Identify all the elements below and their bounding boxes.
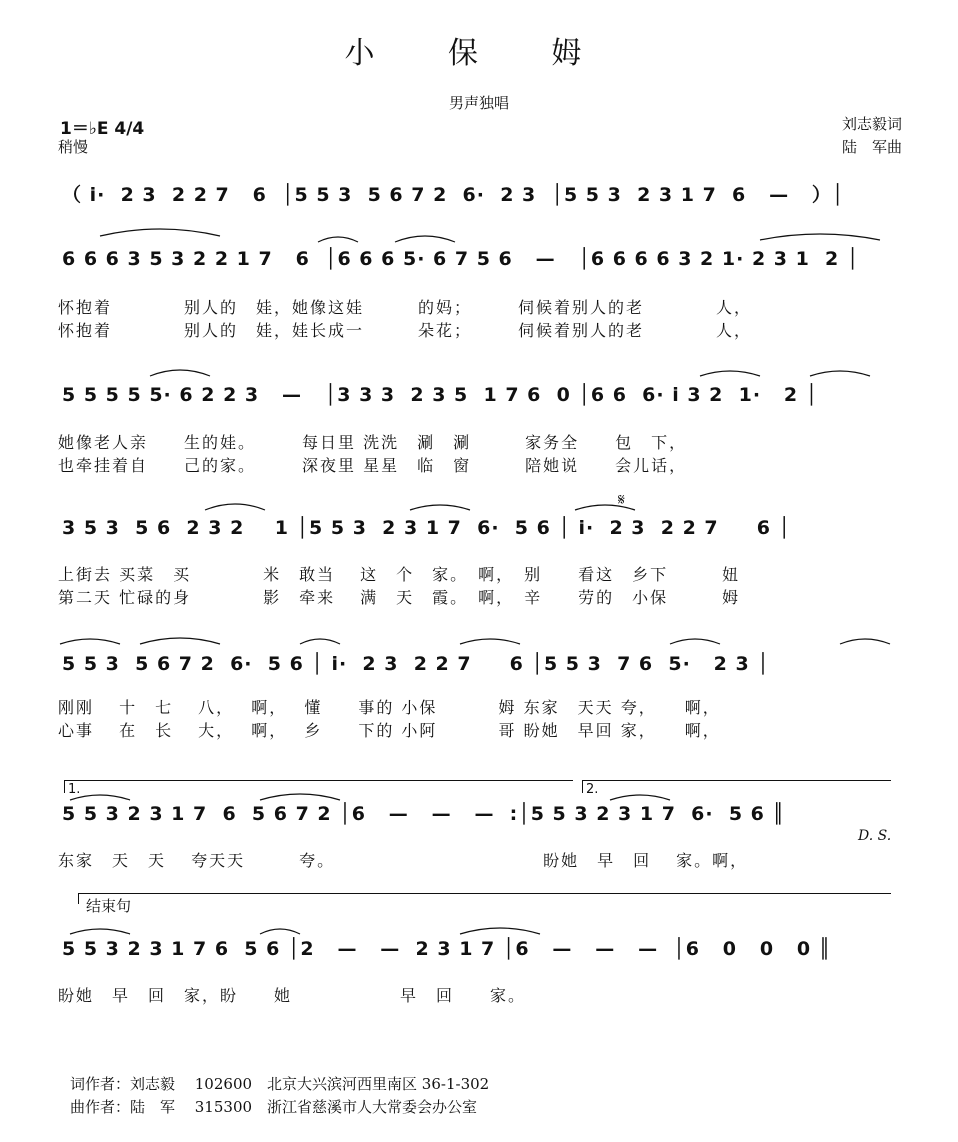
- ending-phrase-label: 结束句: [86, 897, 132, 915]
- second-ending-label: 2.: [586, 782, 599, 797]
- lyrics-row-4-verse-1: 上街去 买菜 买 米 敢当 这 个 家。 啊， 别 看这 乡下 妞: [58, 565, 741, 584]
- second-ending-bracket: [582, 780, 891, 793]
- composer-address: 曲作者：陆 军 315300 浙江省慈溪市人大常委会办公室: [70, 1098, 478, 1116]
- lyrics-row-3-verse-2: 也牵挂着自 己的家。 深夜里 星星 临 窗 陪她说 会儿话，: [58, 456, 688, 475]
- performance-type: 男声独唱: [448, 94, 509, 112]
- first-ending-bracket: [64, 780, 573, 793]
- song-title: 小 保 姆: [344, 36, 614, 71]
- segno-sign: 𝄋: [618, 490, 625, 509]
- lyricist-address: 词作者：刘志毅 102600 北京大兴滨河西里南区 36-1-302: [70, 1075, 490, 1093]
- lyrics-row-4-verse-2: 第二天 忙碌的身 影 牵来 满 天 霞。 啊， 辛 劳的 小保 姆: [58, 588, 741, 607]
- score-row-4: 3 5 3 5 6 2 3 2 1 │5 5 3 2 3 1 7 6· 5 6 │ i· 2 3 2 2 7 6 │: [62, 517, 791, 539]
- composer-credit: 陆 军曲: [841, 138, 902, 156]
- lyrics-row-6: 东家 天 天 夸天天 夸。 盼她 早 回 家。啊，: [58, 851, 749, 870]
- lyrics-row-5-verse-2: 心事 在 长 大， 啊， 乡 下的 小阿 哥 盼她 早回 家， 啊，: [58, 721, 721, 740]
- lyrics-row-7: 盼她 早 回 家，盼 她 早 回 家。: [58, 986, 527, 1005]
- lyrics-row-5-verse-1: 刚刚 十 七 八， 啊， 懂 事的 小保 姆 东家 天天 夸， 啊，: [58, 698, 721, 717]
- score-row-2: 6 6 6 3 5 3 2 2 1 7 6 │6 6 6 5· 6 7 5 6 — │6 6 6 6 3 2 1· 2 3 1 2 │: [62, 248, 860, 270]
- score-row-6: 5 5 3 2 3 1 7 6 5 6 7 2 │6 — — — :│5 5 3 2 3 1 7 6· 5 6 ║: [62, 803, 785, 825]
- lyricist-credit: 刘志毅词: [841, 115, 902, 133]
- first-ending-label: 1.: [68, 782, 81, 797]
- tempo-marking: 稍慢: [58, 138, 89, 156]
- lyrics-row-2-verse-1: 怀抱着 别人的 娃，她像这娃 的妈； 伺候着别人的老 人，: [58, 298, 753, 317]
- key-signature: 1＝♭E 4/4: [60, 119, 145, 139]
- ending-phrase-bracket: [78, 893, 891, 904]
- dal-segno-mark: D. S.: [858, 828, 892, 844]
- score-row-3: 5 5 5 5 5· 6 2 2 3 — │3 3 3 2 3 5 1 7 6 0 │6 6 6· i 3 2 1· 2 │: [62, 384, 819, 406]
- score-row-7: 5 5 3 2 3 1 7 6 5 6 │2 — — 2 3 1 7 │6 — — — │6 0 0 0 ║: [62, 938, 832, 960]
- lyrics-row-3-verse-1: 她像老人亲 生的娃。 每日里 洗洗 涮 涮 家务全 包 下，: [58, 433, 688, 452]
- score-row-1: （ i· 2 3 2 2 7 6 │5 5 3 5 6 7 2 6· 2 3 │5 5 3 2 3 1 7 6 — ）│: [62, 184, 845, 206]
- score-row-5: 5 5 3 5 6 7 2 6· 5 6 │ i· 2 3 2 2 7 6 │5 5 3 7 6 5· 2 3 │: [62, 653, 770, 675]
- lyrics-row-2-verse-2: 怀抱着 别人的 娃，娃长成一 朵花； 伺候着别人的老 人，: [58, 321, 753, 340]
